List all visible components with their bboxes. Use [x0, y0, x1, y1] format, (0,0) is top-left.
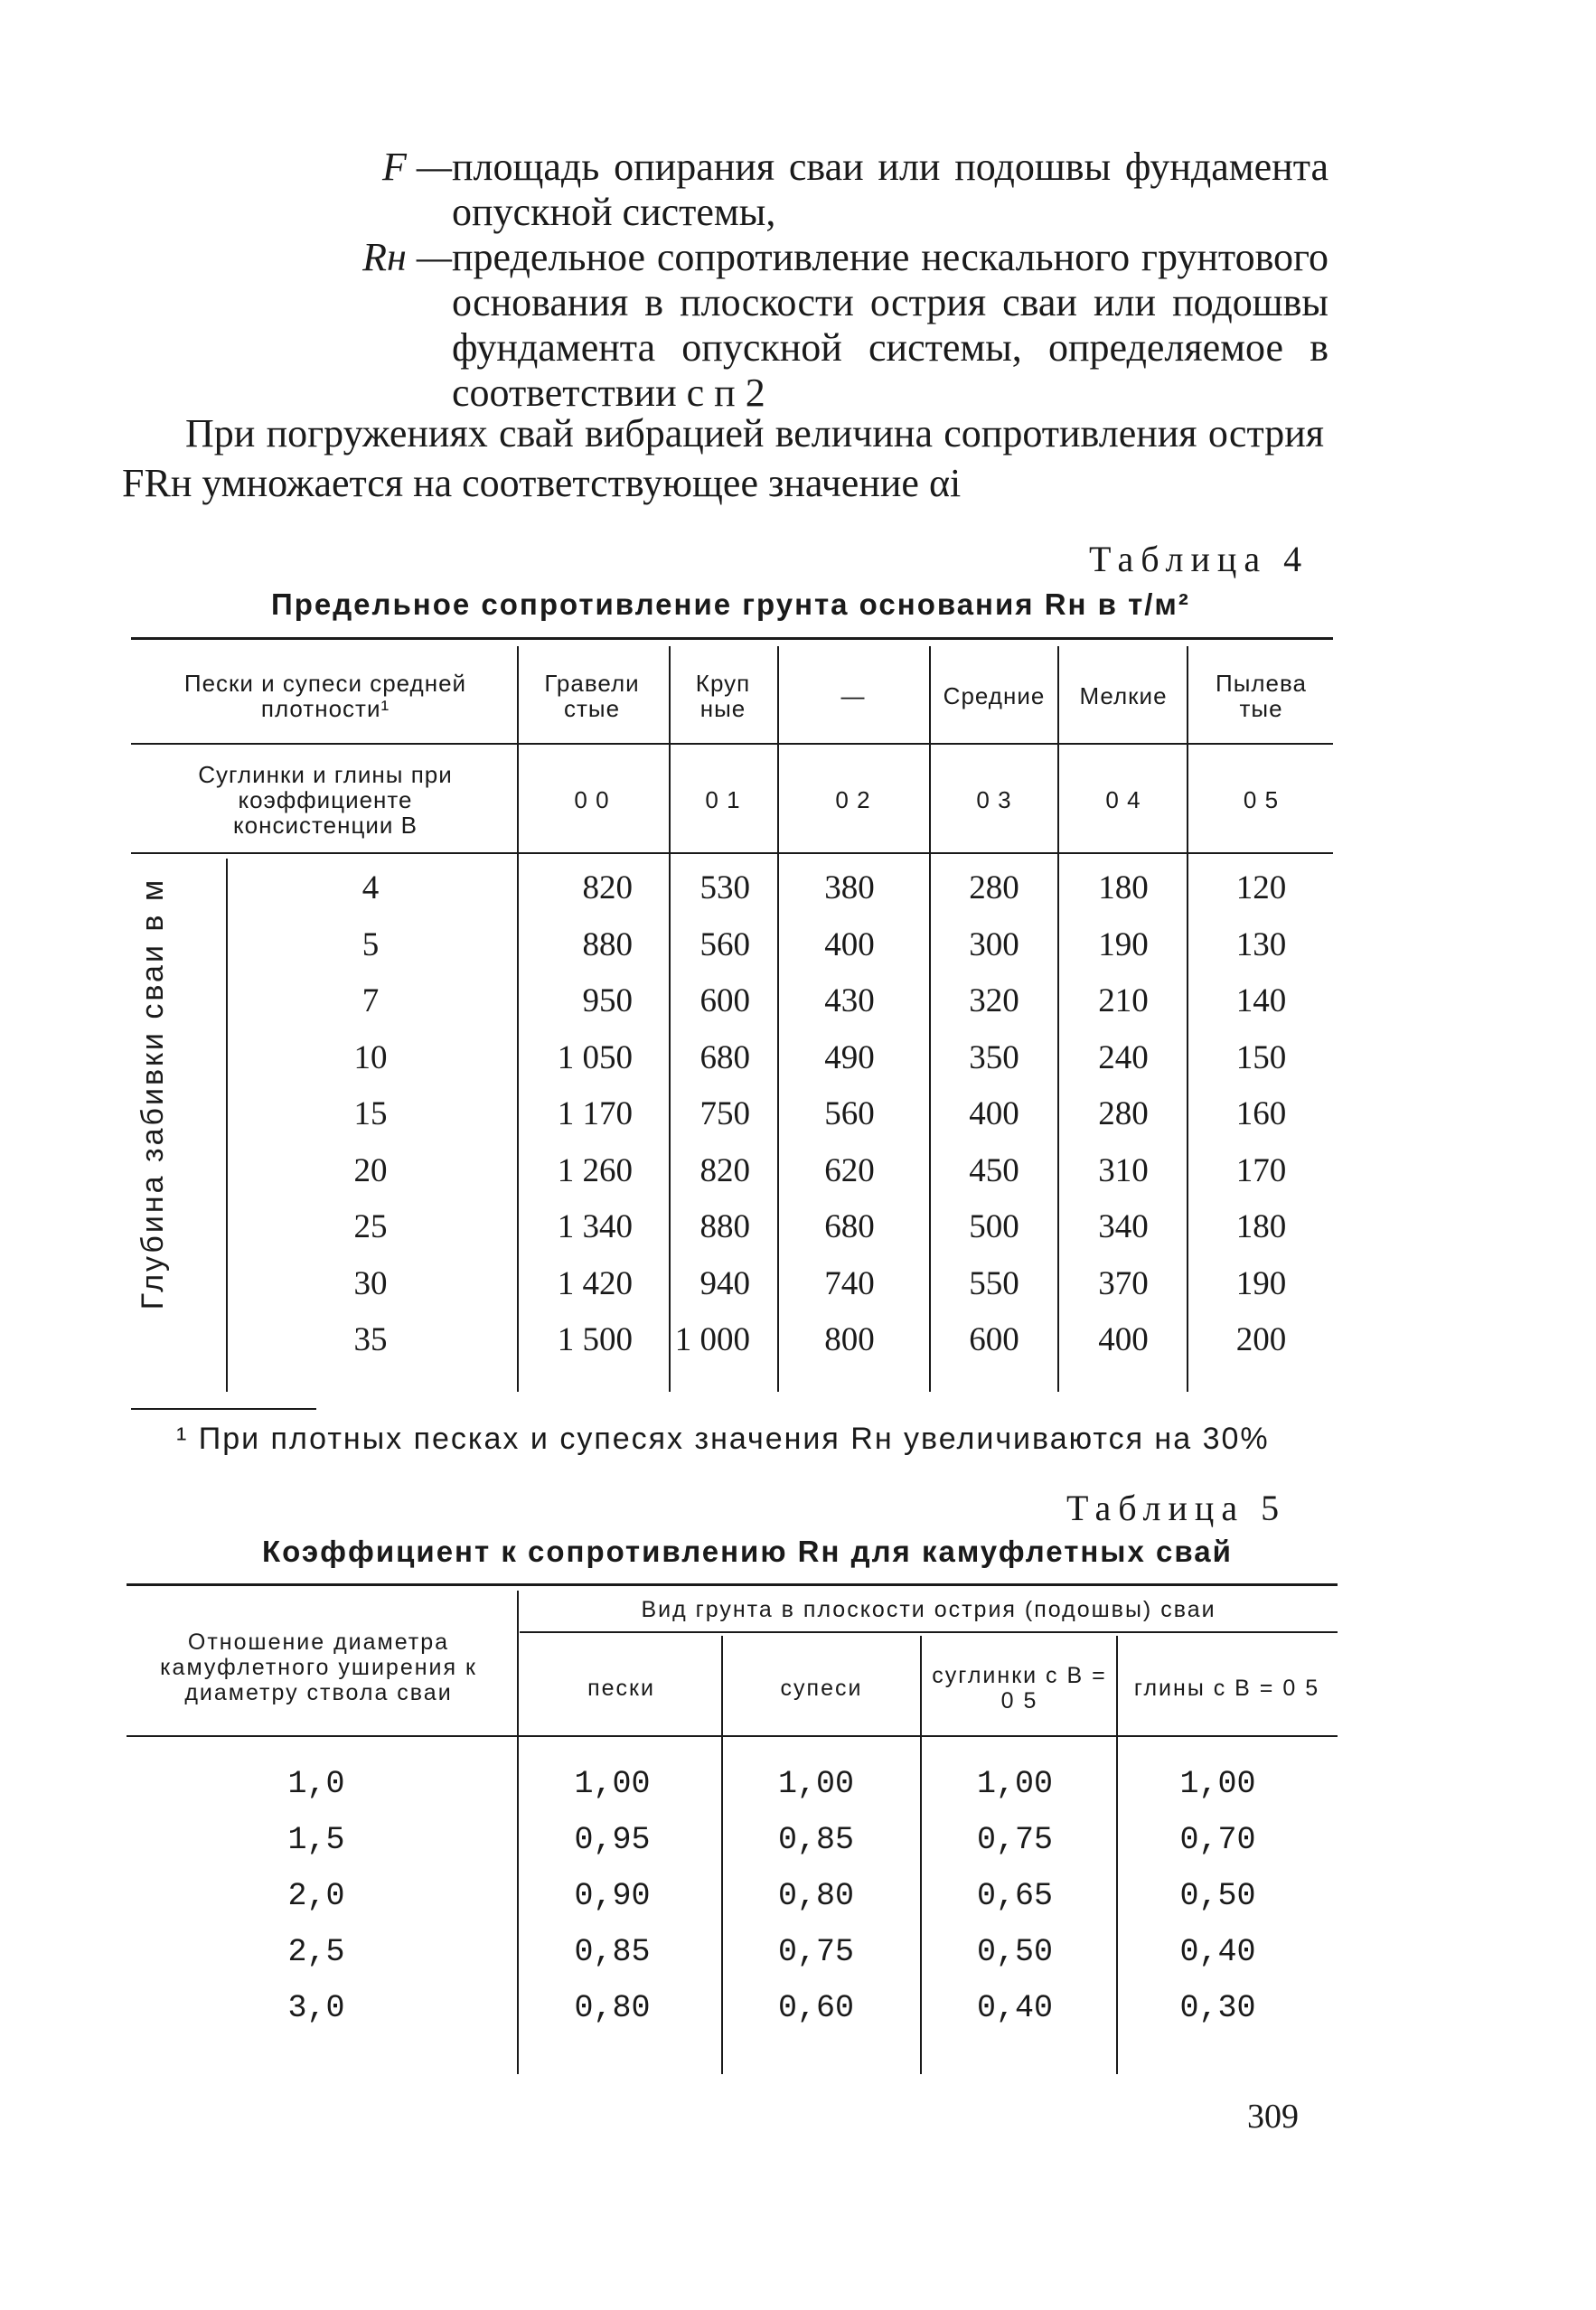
footnote-rule — [131, 1408, 316, 1410]
table5-value-cell: 1,00 — [1179, 1766, 1256, 1802]
page-number: 309 — [1247, 2098, 1299, 2136]
table4-depth-cell: 30 — [353, 1264, 388, 1302]
table4-value-cell: 380 — [824, 869, 875, 906]
table4-value-cell: 310 — [1098, 1151, 1149, 1189]
table4-value-cell: 140 — [1235, 982, 1287, 1019]
table5-ratio-cell: 2,0 — [287, 1878, 345, 1914]
table4-top-rule — [131, 637, 1333, 640]
table4-header-col: Гравели стые — [544, 670, 640, 722]
table4-header-b-value: 0 5 — [1243, 786, 1280, 813]
table4-value-cell: 680 — [699, 1038, 750, 1076]
table4-value-cell: 1 420 — [557, 1264, 633, 1302]
table4-side-label: Глубина забивки сваи в м — [136, 877, 170, 1310]
table4-value-cell: 120 — [1235, 869, 1287, 906]
table4-value-cell: 820 — [699, 1151, 750, 1189]
table5-value-cell: 1,00 — [574, 1766, 651, 1802]
table4-value-cell: 750 — [699, 1095, 750, 1132]
table4-value-cell: 200 — [1235, 1321, 1287, 1358]
table4-value-cell: 530 — [699, 869, 750, 906]
table4-value-cell: 430 — [824, 982, 875, 1019]
table4-value-cell: 400 — [824, 925, 875, 963]
table4-header-col: Мелкие — [1079, 682, 1168, 709]
table4-depth-cell: 20 — [353, 1151, 388, 1189]
table4-header-clays: Суглинки и глины при коэффициенте консистенции B — [198, 761, 453, 839]
table4-col-divider — [1057, 646, 1059, 1392]
table4-value-cell: 400 — [1098, 1321, 1149, 1358]
table5-value-cell: 0,60 — [777, 1990, 854, 2026]
table4-depth-cell: 7 — [361, 982, 380, 1019]
table4-header-b-value: 0 3 — [976, 786, 1012, 813]
table4-value-cell: 210 — [1098, 982, 1149, 1019]
table5-col-header: супеси — [780, 1675, 863, 1701]
table5-value-cell: 0,80 — [777, 1878, 854, 1914]
table5-value-cell: 1,00 — [976, 1766, 1053, 1802]
table4-value-cell: 820 — [582, 869, 633, 906]
table4-value-cell: 180 — [1098, 869, 1149, 906]
paragraph-text: При погружениях свай вибрацией величина сопротивления острия FRн умножается на соответствующее значение αi — [122, 411, 1324, 505]
table4-header-divider — [131, 743, 1333, 745]
table5-value-cell: 1,00 — [777, 1766, 854, 1802]
table4-value-cell: 320 — [969, 982, 1019, 1019]
table4-col-divider — [517, 646, 519, 1392]
table5-col-divider — [721, 1636, 723, 2074]
table4-value-cell: 560 — [824, 1095, 875, 1132]
table4-header-sands: Пески и супеси средней плотности¹ — [183, 670, 467, 722]
table4-value-cell: 740 — [824, 1264, 875, 1302]
table4-depth-cell: 4 — [361, 869, 380, 906]
table4-side-divider — [226, 859, 228, 1392]
table4-value-cell: 190 — [1098, 925, 1149, 963]
table5-value-cell: 0,90 — [574, 1878, 651, 1914]
table4-value-cell: 560 — [699, 925, 750, 963]
table5-caption: Таблица 5 — [1066, 1488, 1287, 1528]
table4-value-cell: 350 — [969, 1038, 1019, 1076]
table4-col-divider — [1187, 646, 1188, 1392]
table4-header-b-value: 0 4 — [1105, 786, 1141, 813]
table4-value-cell: 130 — [1235, 925, 1287, 963]
table4-depth-cell: 25 — [353, 1208, 388, 1245]
table4-value-cell: 600 — [969, 1321, 1019, 1358]
table4-col-divider — [777, 646, 779, 1392]
table4-value-cell: 370 — [1098, 1264, 1149, 1302]
table4-value-cell: 1 000 — [674, 1321, 750, 1358]
table4-value-cell: 680 — [824, 1208, 875, 1245]
definition-text: площадь опирания сваи или подошвы фундамента опускной системы, — [452, 145, 1328, 234]
table5-value-cell: 0,40 — [976, 1990, 1053, 2026]
table4-header-col: — — [840, 682, 866, 709]
table5-value-cell: 0,50 — [1179, 1878, 1256, 1914]
table4-value-cell: 190 — [1235, 1264, 1287, 1302]
table5-col-divider — [1116, 1636, 1118, 2074]
table4-value-cell: 800 — [824, 1321, 875, 1358]
table4-title: Предельное сопротивление грунта основания Rн в т/м² — [271, 587, 1190, 621]
table4-value-cell: 550 — [969, 1264, 1019, 1302]
table4-value-cell: 1 260 — [557, 1151, 633, 1189]
table4-value-cell: 280 — [969, 869, 1019, 906]
table4-depth-cell: 15 — [353, 1095, 388, 1132]
table5-col-divider — [517, 1591, 519, 2074]
table5-value-cell: 0,85 — [777, 1822, 854, 1858]
table5-col-divider — [920, 1636, 922, 2074]
table4-value-cell: 1 340 — [557, 1208, 633, 1245]
table4-depth-cell: 10 — [353, 1038, 388, 1076]
table4-value-cell: 450 — [969, 1151, 1019, 1189]
definition-symbol: Rн — — [362, 235, 452, 279]
table4-value-cell: 490 — [824, 1038, 875, 1076]
table4-value-cell: 500 — [969, 1208, 1019, 1245]
table5-value-cell: 0,30 — [1179, 1990, 1256, 2026]
table4-header-bottom — [131, 852, 1333, 854]
table5-col-header: глины с B = 0 5 — [1133, 1675, 1320, 1701]
table4-header-b-value: 0 0 — [574, 786, 610, 813]
table4-value-cell: 150 — [1235, 1038, 1287, 1076]
table5-header-bottom — [127, 1735, 1338, 1737]
table4-value-cell: 280 — [1098, 1095, 1149, 1132]
table4-value-cell: 1 170 — [557, 1095, 633, 1132]
table5-col-header: суглинки с B = 0 5 — [932, 1662, 1107, 1714]
definition-text: предельное сопротивление нескального грунтового основания в плоскости острия сваи или подошвы фундамента опускной системы, определяемое в соответствии с п 2 — [452, 235, 1328, 415]
table4-col-divider — [669, 646, 671, 1392]
table5-value-cell: 0,50 — [976, 1934, 1053, 1970]
table4-footnote: ¹ При плотных песках и супесях значения Rн увеличиваются на 30% — [176, 1422, 1270, 1456]
table5-row-header: Отношение диаметра камуфлетного уширения к диаметру ствола сваи — [160, 1629, 477, 1705]
table4-header-col: Круп ные — [695, 670, 751, 722]
definition-item — [352, 235, 1328, 416]
table4-header-b-value: 0 2 — [835, 786, 871, 813]
table4-depth-cell: 35 — [353, 1321, 388, 1358]
table4-value-cell: 340 — [1098, 1208, 1149, 1245]
table4-value-cell: 880 — [582, 925, 633, 963]
table4-value-cell: 1 050 — [557, 1038, 633, 1076]
table5-value-cell: 0,95 — [574, 1822, 651, 1858]
definition-symbol: F — — [382, 145, 452, 189]
definition-item — [352, 145, 1328, 235]
table5-ratio-cell: 1,5 — [287, 1822, 345, 1858]
table5-group-header: Вид грунта в плоскости острия (подошвы) сваи — [641, 1597, 1216, 1622]
table5-title: Коэффициент к сопротивлению Rн для камуфлетных свай — [262, 1535, 1233, 1568]
table5-ratio-cell: 3,0 — [287, 1990, 345, 2026]
table4-value-cell: 950 — [582, 982, 633, 1019]
table5-value-cell: 0,75 — [976, 1822, 1053, 1858]
definitions-list — [352, 145, 1328, 416]
table4-value-cell: 1 500 — [557, 1321, 633, 1358]
table4-header-col: Средние — [943, 682, 1046, 709]
table5-ratio-cell: 2,5 — [287, 1934, 345, 1970]
table5-value-cell: 0,80 — [574, 1990, 651, 2026]
table5-value-cell: 0,70 — [1179, 1822, 1256, 1858]
table5-ratio-cell: 1,0 — [287, 1766, 345, 1802]
table4-value-cell: 400 — [969, 1095, 1019, 1132]
table4-value-cell: 880 — [699, 1208, 750, 1245]
table4-header-b-value: 0 1 — [705, 786, 741, 813]
table4-header-col: Пылева тые — [1216, 670, 1307, 722]
table4-value-cell: 160 — [1235, 1095, 1287, 1132]
body-paragraph — [122, 408, 1324, 508]
table4-value-cell: 620 — [824, 1151, 875, 1189]
table4-value-cell: 940 — [699, 1264, 750, 1302]
table4-value-cell: 180 — [1235, 1208, 1287, 1245]
table4-value-cell: 300 — [969, 925, 1019, 963]
table5-top-rule — [127, 1583, 1338, 1586]
table5-value-cell: 0,85 — [574, 1934, 651, 1970]
table4-value-cell: 170 — [1235, 1151, 1287, 1189]
table5-value-cell: 0,75 — [777, 1934, 854, 1970]
table5-group-rule — [520, 1631, 1338, 1633]
table5-col-header: пески — [587, 1675, 655, 1701]
table5-value-cell: 0,65 — [976, 1878, 1053, 1914]
table4-caption: Таблица 4 — [1089, 539, 1310, 579]
table4-value-cell: 240 — [1098, 1038, 1149, 1076]
table4-value-cell: 600 — [699, 982, 750, 1019]
table4-depth-cell: 5 — [361, 925, 380, 963]
table5-value-cell: 0,40 — [1179, 1934, 1256, 1970]
